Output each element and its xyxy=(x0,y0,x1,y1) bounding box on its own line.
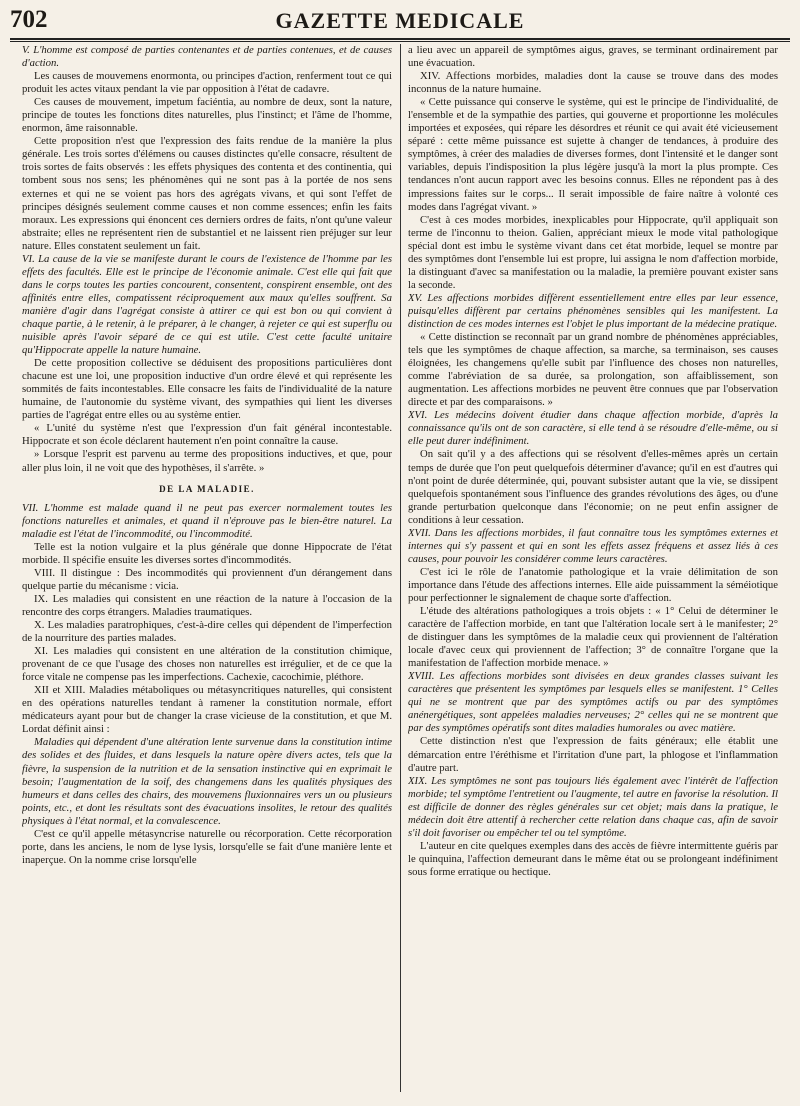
paragraph: XVI. Les médecins doivent étudier dans chaque affection morbide, d'après la connaissance qu'ils ont de son caractère, si elle tend à se résoudre d'elle-même, ou si elle peut durer indéfiniment. xyxy=(408,409,778,448)
paragraph: L'étude des altérations pathologiques a trois objets : « 1° Celui de déterminer le caractère de l'affection morbide, en tant que l'altération locale sert à le manifester; 2° de distinguer dans les symptômes de la maladie ceux qui proviennent de l'altération locale d'avec ceux qui proviennent de l'affection; 3° de connaître l'organe que la manifestation de l'affection morbide menace. » xyxy=(408,605,778,670)
page-number: 702 xyxy=(10,6,48,33)
paragraph: De cette proposition collective se déduisent des propositions particulières dont chacune est une loi, une proposition inductive d'un ordre élevé et qui représente les sommités de faits incontestables. Elle consacre les faits de l'individualité de la nature humaine, de l'autonomie du système vivant, des sympathies qui lient les diverses parties de l'agrégat entre elles ou au système entier. xyxy=(22,357,392,422)
paragraph: Les causes de mouvemens enormonta, ou principes d'action, renferment tout ce qui produit les actes vitaux pendant la vie par opposition à l'état de cadavre. xyxy=(22,70,392,96)
paragraph: C'est à ces modes morbides, inexplicables pour Hippocrate, qu'il appliquait son terme de l'inconnu to theion. Galien, appréciant mieux le mode vital pathologique spécial dont est imbu le système vivant dans cet état morbide, lequel se montre par des symptômes dont l'ensemble lui est propre, lui assigna le nom d'affection morbide, la distinguant d'avec sa manifestation ou la maladie, la première pouvant exister sans la seconde. xyxy=(408,213,778,291)
page-header xyxy=(10,6,790,36)
paragraph: a lieu avec un appareil de symptômes aigus, graves, se terminant ordinairement par une évacuation. xyxy=(408,44,778,70)
paragraph: XII et XIII. Maladies métaboliques ou métasyncritiques naturelles, qui consistent en des opérations naturelles tendant à ramener la constitution normale, effort médicateurs ayant pour but de changer la crase vicieuse de la constitution, et que M. Lordat définit ainsi : xyxy=(22,684,392,736)
paragraph: Ces causes de mouvement, impetum faciéntia, au nombre de deux, sont la nature, principe de toutes les fonctions dites naturelles, plus l'instinct; et l'âme de l'homme, enormon, âme raisonnable. xyxy=(22,96,392,135)
paragraph: » Lorsque l'esprit est parvenu au terme des propositions inductives, et que, pour aller plus loin, il ne voit que des hypothèses, il s'arrête. » xyxy=(22,448,392,474)
paragraph: X. Les maladies paratrophiques, c'est-à-dire celles qui dépendent de l'imperfection de la nourriture des parties malades. xyxy=(22,619,392,645)
paragraph: XI. Les maladies qui consistent en une altération de la constitution chimique, provenant de ce que l'usage des choses non naturelles est irrégulier, et de ce que la force vitale ne compense pas les imperfections. Cachexie, cacochimie, pléthore. xyxy=(22,645,392,684)
right-column xyxy=(408,44,778,1094)
paragraph: C'est ici le rôle de l'anatomie pathologique et la vraie délimitation de son importance dans l'étude des affections internes. Elle aide puissamment la séméiotique pour perfectionner le signalement de chaque sorte d'affection. xyxy=(408,565,778,604)
paragraph: XVII. Dans les affections morbides, il faut connaître tous les symptômes externes et internes qui s'y passent et qui en sont les effets assez fréquens et assez liés à ces causes, pour pouvoir les considérer comme leurs caractères. xyxy=(408,526,778,565)
paragraph: Maladies qui dépendent d'une altération lente survenue dans la constitution intime des solides et des fluides, et dans lesquels la nature opère divers actes, tels que la fièvre, la suspension de la nutrition et de la sensation instinctive qui en exprimait le besoin; l'augmentation de la soif, des changemens dans les qualités physiques des humeurs et dans celles des chairs, des mouvemens fluxionnaires vers un ou plusieurs points, etc., et dont les résultats sont des évacuations insolites, le retour des qualités physiques à l'état normal, et la convalescence. xyxy=(22,736,392,827)
paragraph: VI. La cause de la vie se manifeste durant le cours de l'existence de l'homme par les effets des facultés. Elle est le principe de l'économie animale. C'est elle qui fait que dans le corps toutes les parties concourent, consentent, conspirent ensemble, ont des affinités entre elles, compatissent réciproquement aux maux qu'elles souffrent. Sa manière d'agir dans l'agrégat consiste à attirer ce qui est bon ou qui convient à chaque partie, à le retenir, à le préparer, à le changer, à rejeter ce qui est superflu ou nuisible après l'avoir séparé de ce qui est utile. C'est cette faculté unitaire qu'Hippocrate appelle la nature humaine. xyxy=(22,252,392,357)
column-divider xyxy=(400,44,401,1092)
paragraph: C'est ce qu'il appelle métasyncrise naturelle ou récorporation. Cette récorporation porte, dans les anciens, le nom de lyse lysis, lorsqu'elle se fait d'une manière lente et inaperçue. On la nomme crise lorsqu'elle xyxy=(22,827,392,866)
paragraph: L'auteur en cite quelques exemples dans des accès de fièvre intermittente guéris par le quinquina, l'affection demeurant dans le même état ou se prolongeant indéfiniment sous forme erratique ou hectique. xyxy=(408,839,778,878)
paragraph: XIX. Les symptômes ne sont pas toujours liés également avec l'intérêt de l'affection morbide; tel symptôme l'entretient ou l'augmente, tel autre en favorise la résolution. Il est difficile de donner des règles générales sur cet objet; mais dans la pratique, le médecin doit être attentif à rechercher cette relation dans chaque cas, afin de savoir s'il doit favoriser ou empêcher tel ou tel symptôme. xyxy=(408,774,778,839)
paragraph: On sait qu'il y a des affections qui se résolvent d'elles-mêmes après un certain temps de durée que l'on peut quelquefois déterminer d'avance; qu'il en est d'autres qui n'ont point de durée déterminée, qui, pouvant subsister autant que la vie, se dissipent quelquefois spontanément sous l'influence des grandes révolutions des âges, ou d'une grande perturbation quelconque dans l'économie; on ne peut enfin assigner de conditions à leur cessation. xyxy=(408,448,778,526)
section-heading: DE LA MALADIE. xyxy=(159,483,255,494)
paragraph: V. L'homme est composé de parties contenantes et de parties contenues, et de causes d'action. xyxy=(22,44,392,70)
paragraph: XVIII. Les affections morbides sont divisées en deux grandes classes suivant les caractères que présentent les symptômes par lesquels elles se manifestent. 1° Celles qui ne se montrent que par des symptômes actifs ou par des symptômes anénergétiques, sont appelées maladies nerveuses; 2° celles qui ne se montrent que par des symptômes opératifs sont dites maladies humorales ou avec matière. xyxy=(408,670,778,735)
paragraph: VII. L'homme est malade quand il ne peut pas exercer normalement toutes les fonctions naturelles et animales, et quand il n'éprouve pas le bien-être naturel. La maladie est l'état de l'incommodité, ou l'incommodité. xyxy=(22,501,392,540)
paragraph: « Cette puissance qui conserve le système, qui est le principe de l'individualité, de l'ensemble et de la sympathie des parties, qui gouverne et proportionne les molécules importées et exposées, qui répare les désordres et réunit ce qui avait été vicieusement séparé : cette même puissance est sujette à changer de tendances, à produire des symptômes, à créer des maladies de diverses formes, dont l'intensité et le danger sont variables, depuis l'indisposition la plus légère jusqu'à la mort la plus prompte. Ces tendances n'ont aucun rapport avec les besoins connus. Elles ne répondent pas à des impressions faites sur le corps... Il serait impossible de faire naître à volonté ces modes dans l'agrégat vivant. » xyxy=(408,96,778,213)
header-rule-thin xyxy=(10,41,790,42)
paragraph: « Cette distinction se reconnaît par un grand nombre de phénomènes appréciables, tels que les symptômes de chaque affection, sa marche, sa terminaison, ses causes éloignées, les changemens qu'elle subit par l'influence des choses non naturelles, comme l'abréviation de sa durée, sa prolongation, son affaiblissement, son augmentation. Les affections morbides ne peuvent être connues que par l'observation directe et par des comparaisons. » xyxy=(408,331,778,409)
paragraph: IX. Les maladies qui consistent en une réaction de la nature à l'occasion de la rencontre des corps étrangers. Maladies traumatiques. xyxy=(22,592,392,618)
paragraph: Cette proposition n'est que l'expression des faits rendue de la manière la plus générale. Les trois sortes d'élémens ou causes distinctes qu'elle consacre, résultent de trois sortes de faits observés : les effets physiques des contenta et des continentia, qui tombent sous nos sens; les phénomènes qui ne sont pas à la portée de nos sens externes et qui ne se voient pas hors des agrégats vivans, et qui sont l'effet de principes désignés seulement comme causes et non comme essences; enfin les faits moraux. Les expressions qui énoncent ces derniers ordres de faits, n'ont qu'une valeur abstraite; elles ne représentent rien de substantiel et ne laissent rien préjuger sur leur nature. Elles constatent seulement un fait. xyxy=(22,135,392,252)
paragraph: XV. Les affections morbides diffèrent essentiellement entre elles par leur essence, puisqu'elles diffèrent par certains phénomènes sensibles qui les manifestent. La distinction de ces modes internes est l'objet le plus important de la médecine pratique. xyxy=(408,291,778,330)
paragraph: Telle est la notion vulgaire et la plus générale que donne Hippocrate de l'état morbide. Il spécifie ensuite les diverses sortes d'incommodités. xyxy=(22,540,392,566)
left-column xyxy=(22,44,392,1094)
paragraph: « L'unité du système n'est que l'expression d'un fait général incontestable. Hippocrate et son école déclarent hautement n'en point connaître la cause. xyxy=(22,422,392,448)
paragraph: XIV. Affections morbides, maladies dont la cause se trouve dans des modes inconnus de la nature humaine. xyxy=(408,70,778,96)
paragraph: VIII. Il distingue : Des incommodités qui proviennent d'un dérangement dans quelque partie du mécanisme : vicia. xyxy=(22,566,392,592)
journal-title: GAZETTE MEDICALE xyxy=(275,8,525,33)
header-rule xyxy=(10,38,790,40)
paragraph: Cette distinction n'est que l'expression de faits généraux; elle établit une démarcation entre l'éréthisme et l'irritation d'une part, la phlogose et l'inflammation d'autre part. xyxy=(408,735,778,774)
